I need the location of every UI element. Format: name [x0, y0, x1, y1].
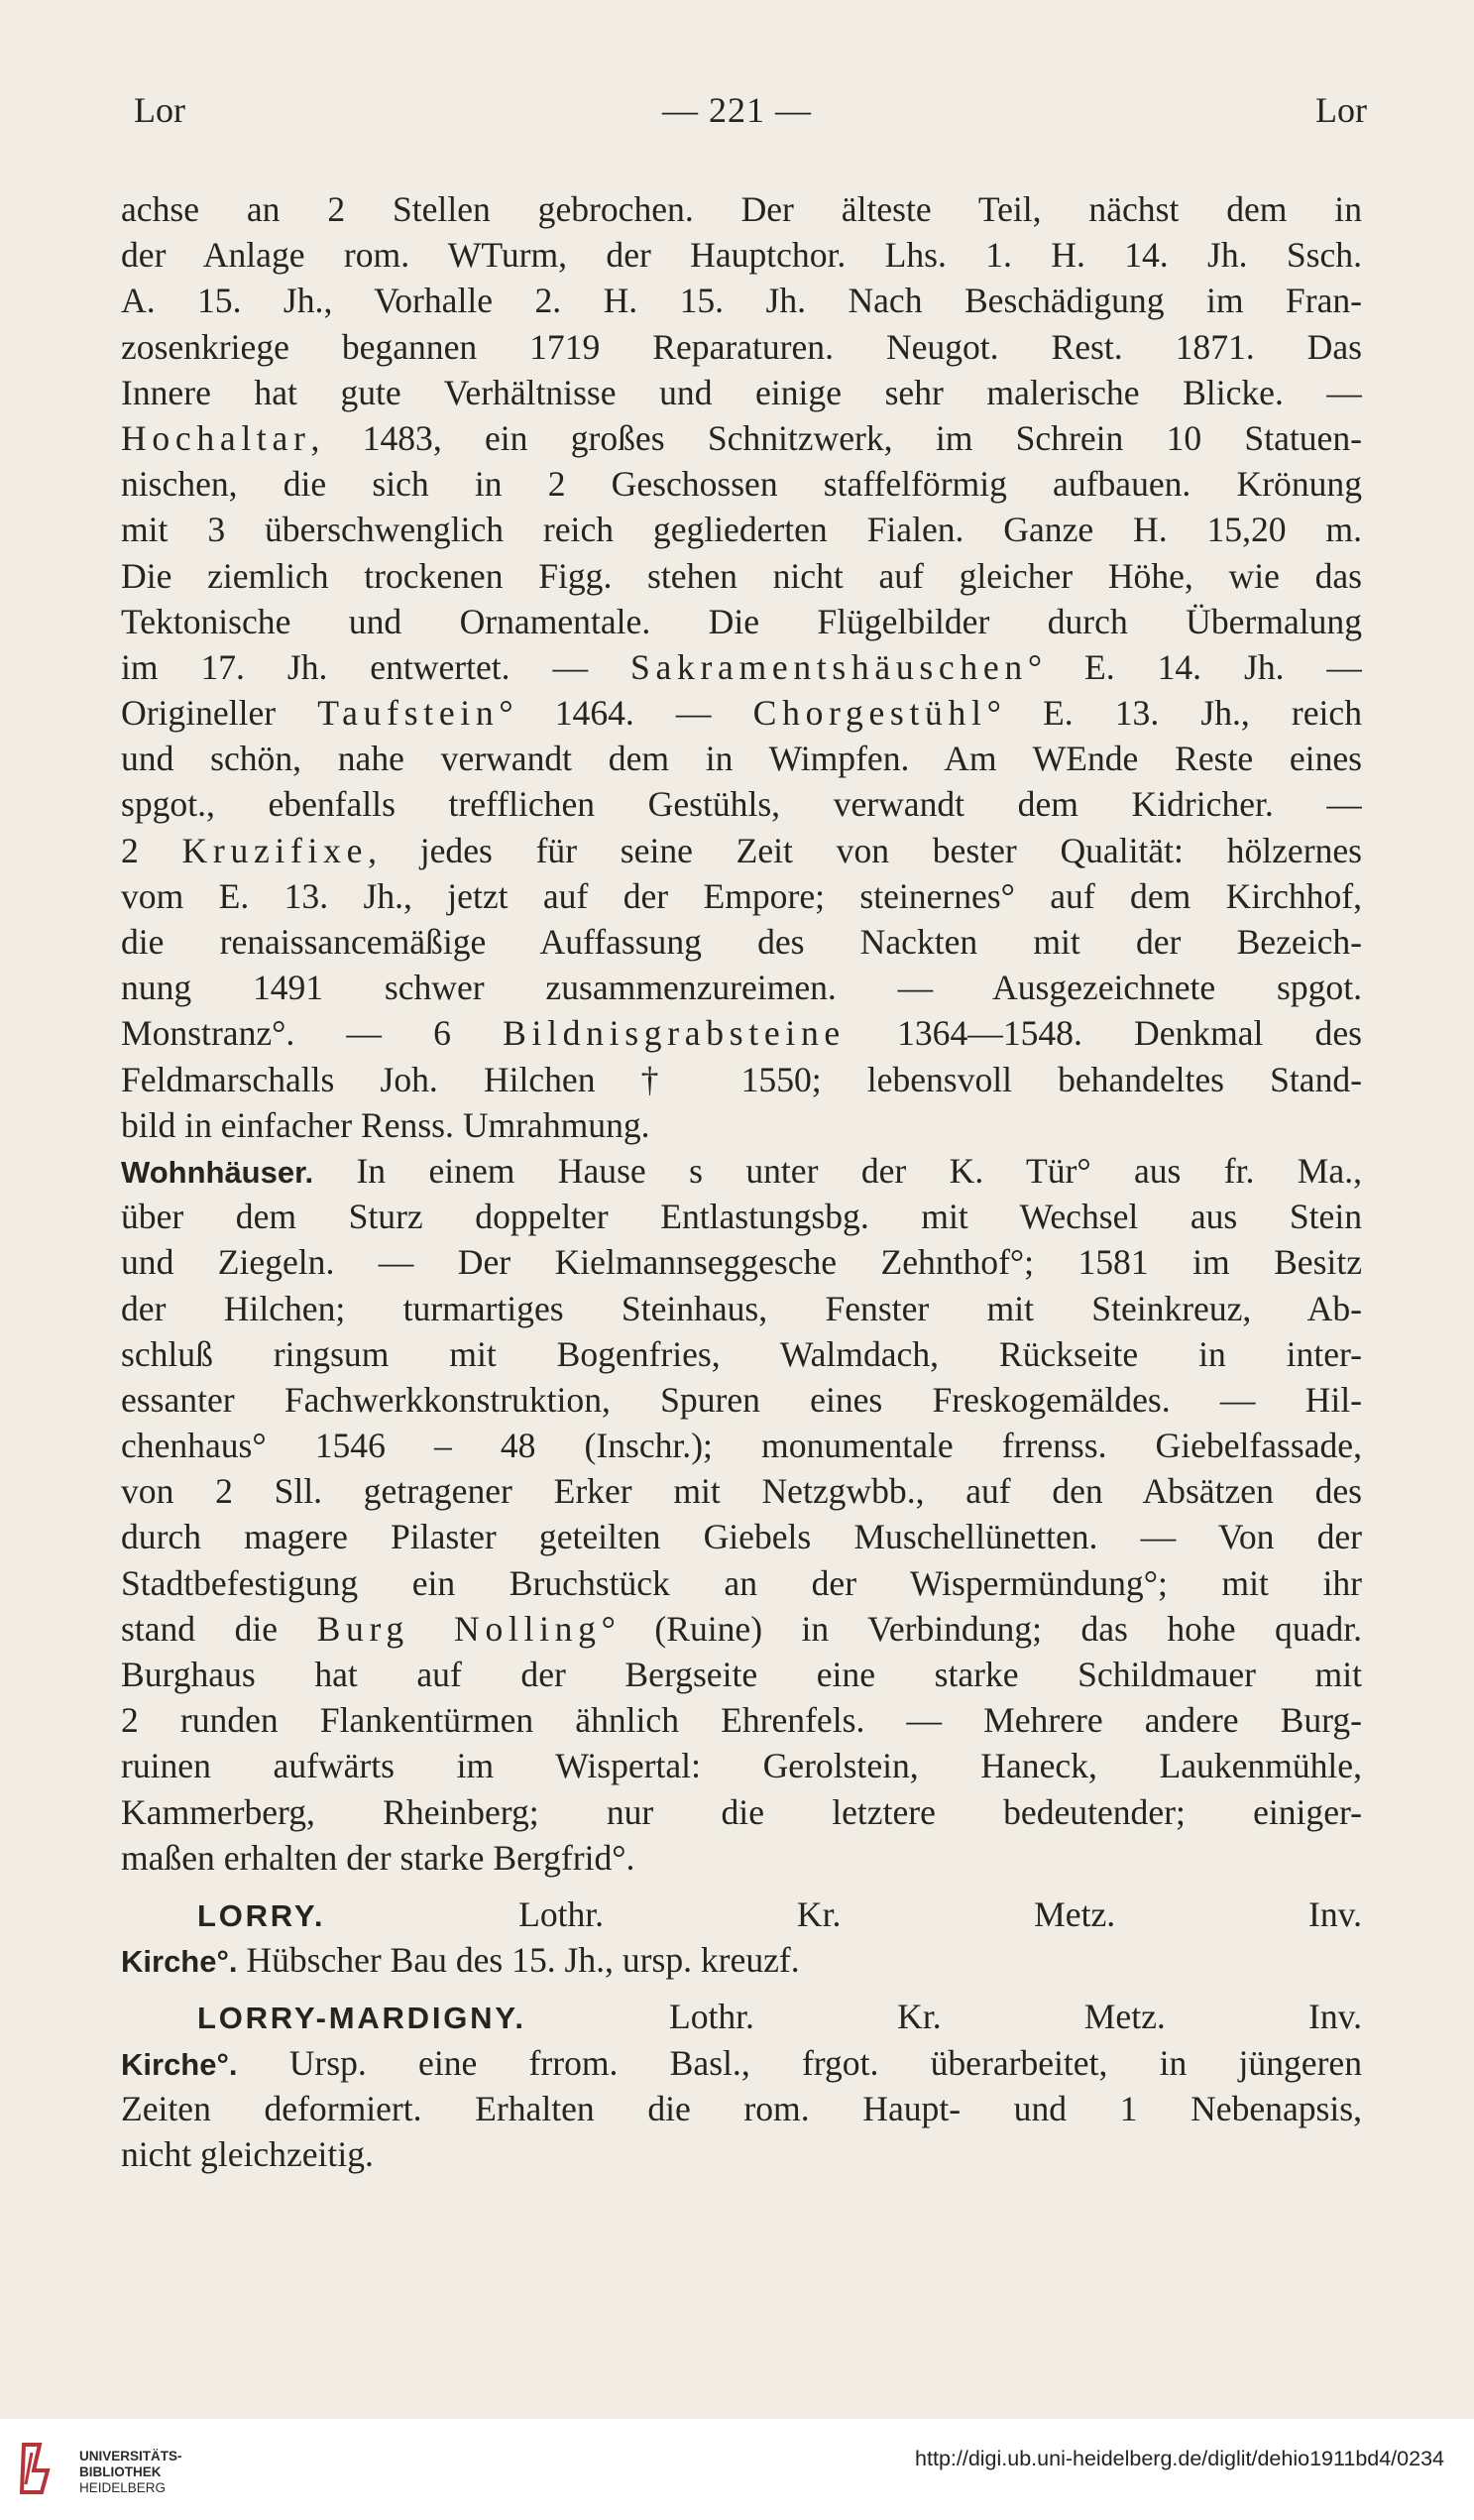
running-header	[0, 89, 1474, 139]
page-number: — 221 —	[662, 90, 812, 130]
text-segment: maßen erhalten der starke Bergfrid°.	[121, 1837, 635, 1878]
text-line	[121, 1468, 1362, 1514]
text-line	[121, 1994, 1362, 2039]
text-segment: bild in einfacher Renss. Umrahmung.	[121, 1104, 650, 1145]
text-segment: vom E. 13. Jh., jetzt auf der Empore; steinernes° auf dem Kirchhof,	[121, 875, 1362, 916]
text-segment: Burghaus hat auf der Bergseite eine starke Schildmauer mit	[121, 1655, 1362, 1694]
text-segment: A. 15. Jh., Vorhalle 2. H. 15. Jh. Nach Beschädigung im Fran-	[121, 281, 1362, 321]
text-line	[121, 1010, 1362, 1056]
text-segment: ° (Ruine) in Verbindung; das hohe quadr.	[601, 1608, 1362, 1649]
text-line	[121, 1148, 1362, 1194]
text-segment: Lothr. Kr. Metz. Inv.	[325, 1893, 1362, 1934]
text-segment: Origineller	[121, 693, 318, 734]
text-segment: durch magere Pilaster geteilten Giebels Muschellünetten. — Von der	[121, 1517, 1362, 1557]
text-line	[121, 1423, 1362, 1468]
text-segment: Feldmarschalls Joh. Hilchen † 1550; lebensvoll behandeltes Stand-	[121, 1059, 1362, 1099]
text-segment: , jedes für seine Zeit von bester Qualität: hölzernes	[368, 830, 1362, 870]
text-line	[121, 644, 1362, 690]
text-segment: nung 1491 schwer zusammenzureimen. — Ausgezeichnete spgot.	[121, 968, 1362, 1008]
text-line	[121, 1194, 1362, 1239]
text-segment: der Hilchen; turmartiges Steinhaus, Fenster mit Steinkreuz, Ab-	[121, 1288, 1362, 1328]
text-line	[121, 1560, 1362, 1606]
text-line	[121, 1331, 1362, 1377]
emphasized-term: LORRY-MARDIGNY.	[197, 2001, 526, 2036]
emphasized-term: Taufstein	[317, 693, 500, 734]
text-segment: Zeiten deformiert. Erhalten die rom. Haupt- und 1 Nebenapsis,	[121, 2088, 1362, 2128]
text-segment: Monstranz°. — 6	[121, 1013, 504, 1054]
text-line	[121, 1057, 1362, 1102]
text-segment: ° E. 14. Jh. —	[1027, 646, 1362, 687]
text-line	[121, 2086, 1362, 2131]
text-line	[121, 370, 1362, 415]
text-segment: und schön, nahe verwandt dem in Wimpfen. Am WEnde Reste eines	[121, 739, 1362, 779]
text-line	[121, 507, 1362, 552]
header-left: Lor	[134, 90, 185, 130]
library-line: BIBLIOTHEK	[79, 2464, 162, 2479]
text-segment: über dem Sturz doppelter Entlastungsbg. mit Wechsel aus Stein	[121, 1197, 1362, 1237]
text-segment: Stadtbefestigung ein Bruchstück an der Wispermündung°; mit ihr	[121, 1562, 1362, 1603]
header-right: Lor	[1315, 90, 1367, 130]
text-segment: der Anlage rom. WTurm, der Hauptchor. Lhs. 1. H. 14. Jh. Ssch.	[121, 235, 1362, 276]
source-link[interactable]: http://digi.ub.uni-heidelberg.de/diglit/dehio1911bd4/0234	[915, 2447, 1444, 2470]
text-line	[121, 2040, 1362, 2086]
text-line	[121, 1652, 1362, 1697]
text-line	[121, 781, 1362, 827]
body-text	[121, 186, 1362, 2177]
text-segment: von 2 Sll. getragener Erker mit Netzgwbb., auf den Absätzen des	[121, 1471, 1362, 1512]
section-gap	[121, 1881, 1362, 1891]
text-line	[121, 1743, 1362, 1788]
text-line	[121, 415, 1362, 461]
text-segment: Hübscher Bau des 15. Jh., ursp. kreuzf.	[237, 1940, 800, 1981]
text-segment: ° E. 13. Jh., reich	[986, 693, 1362, 734]
text-line	[121, 1102, 1362, 1148]
text-line	[121, 1891, 1362, 1937]
text-segment: mit 3 überschwenglich reich gegliederten Fialen. Ganze H. 15,20 m.	[121, 510, 1362, 550]
text-segment: stand die	[121, 1608, 317, 1649]
text-segment: essanter Fachwerkkonstruktion, Spuren eines Freskogemäldes. — Hil-	[121, 1379, 1362, 1420]
text-segment: zosenkriege begannen 1719 Reparaturen. Neugot. Rest. 1871. Das	[121, 326, 1362, 367]
text-line	[121, 553, 1362, 599]
text-line	[121, 1514, 1362, 1559]
text-line	[121, 1789, 1362, 1835]
text-segment: nischen, die sich in 2 Geschossen staffelförmig aufbauen. Krönung	[121, 464, 1362, 505]
text-segment: In einem Hause s unter der K. Tür° aus fr. Ma.,	[313, 1150, 1362, 1191]
text-segment: Innere hat gute Verhältnisse und einige sehr malerische Blicke. —	[121, 372, 1362, 412]
text-segment: , 1483, ein großes Schnitzwerk, im Schrein 10 Statuen-	[310, 417, 1362, 458]
emphasized-term: Bildnisgrabsteine	[503, 1013, 846, 1054]
text-segment: im 17. Jh. entwertet. —	[121, 646, 630, 687]
emphasized-term: Hochaltar	[121, 417, 311, 458]
emphasized-term: Burg Nolling	[316, 1608, 602, 1649]
emphasized-term: LORRY.	[197, 1897, 326, 1933]
text-segment: ruinen aufwärts im Wispertal: Gerolstein, Haneck, Laukenmühle,	[121, 1746, 1362, 1786]
text-segment: achse an 2 Stellen gebrochen. Der älteste Teil, nächst dem in	[121, 189, 1362, 229]
university-logo-icon	[18, 2441, 59, 2496]
text-segment: 2 runden Flankentürmen ähnlich Ehrenfels. — Mehrere andere Burg-	[121, 1700, 1362, 1741]
text-segment: chenhaus° 1546 – 48 (Inschr.); monumentale frrenss. Giebelfassade,	[121, 1426, 1362, 1466]
text-segment: Tektonische und Ornamentale. Die Flügelbilder durch Übermalung	[121, 601, 1362, 641]
footer	[0, 2419, 1474, 2520]
section-gap	[121, 1983, 1362, 1994]
text-line	[121, 1606, 1362, 1652]
text-segment: Die ziemlich trockenen Figg. stehen nicht auf gleicher Höhe, wie das	[121, 555, 1362, 596]
emphasized-term: Wohnhäuser.	[121, 1154, 314, 1190]
emphasized-term: Kruzifixe	[181, 830, 369, 870]
text-line	[121, 919, 1362, 965]
library-line: UNIVERSITÄTS-	[79, 2449, 182, 2463]
text-segment: ° 1464. —	[499, 693, 753, 734]
text-segment: 1364—1548. Denkmal des	[845, 1013, 1362, 1054]
library-name	[79, 2449, 182, 2496]
text-segment: schluß ringsum mit Bogenfries, Walmdach, Rückseite in inter-	[121, 1333, 1362, 1374]
text-segment: 2	[121, 830, 182, 870]
text-segment: die renaissancemäßige Auffassung des Nackten mit der Bezeich-	[121, 922, 1362, 962]
emphasized-term: Kirche°.	[121, 1944, 238, 1980]
text-line	[121, 1286, 1362, 1331]
text-line	[121, 1937, 1362, 1983]
emphasized-term: Chorgestühl	[752, 693, 987, 734]
text-line	[121, 1239, 1362, 1285]
text-line	[121, 278, 1362, 323]
emphasized-term: Kirche°.	[121, 2046, 238, 2082]
text-line	[121, 1377, 1362, 1423]
emphasized-term: Sakramentshäuschen	[629, 646, 1028, 687]
text-segment: und Ziegeln. — Der Kielmannseggesche Zehnthof°; 1581 im Besitz	[121, 1242, 1362, 1283]
text-line	[121, 736, 1362, 781]
text-line	[121, 1697, 1362, 1743]
text-line	[121, 690, 1362, 736]
text-line	[121, 324, 1362, 370]
library-line: HEIDELBERG	[79, 2480, 167, 2495]
text-line	[121, 461, 1362, 507]
text-line	[121, 828, 1362, 873]
text-segment: spgot., ebenfalls trefflichen Gestühls, verwandt dem Kidricher. —	[121, 784, 1362, 825]
text-segment: Lothr. Kr. Metz. Inv.	[525, 1997, 1362, 2037]
text-line	[121, 873, 1362, 919]
text-segment: Ursp. eine frrom. Basl., frgot. überarbeitet, in jüngeren	[237, 2042, 1362, 2083]
text-line	[121, 232, 1362, 278]
text-line	[121, 1835, 1362, 1881]
text-line	[121, 599, 1362, 644]
text-line	[121, 186, 1362, 232]
text-line	[121, 2131, 1362, 2177]
text-segment: nicht gleichzeitig.	[121, 2133, 374, 2174]
text-line	[121, 965, 1362, 1010]
text-segment: Kammerberg, Rheinberg; nur die letztere bedeutender; einiger-	[121, 1791, 1362, 1832]
